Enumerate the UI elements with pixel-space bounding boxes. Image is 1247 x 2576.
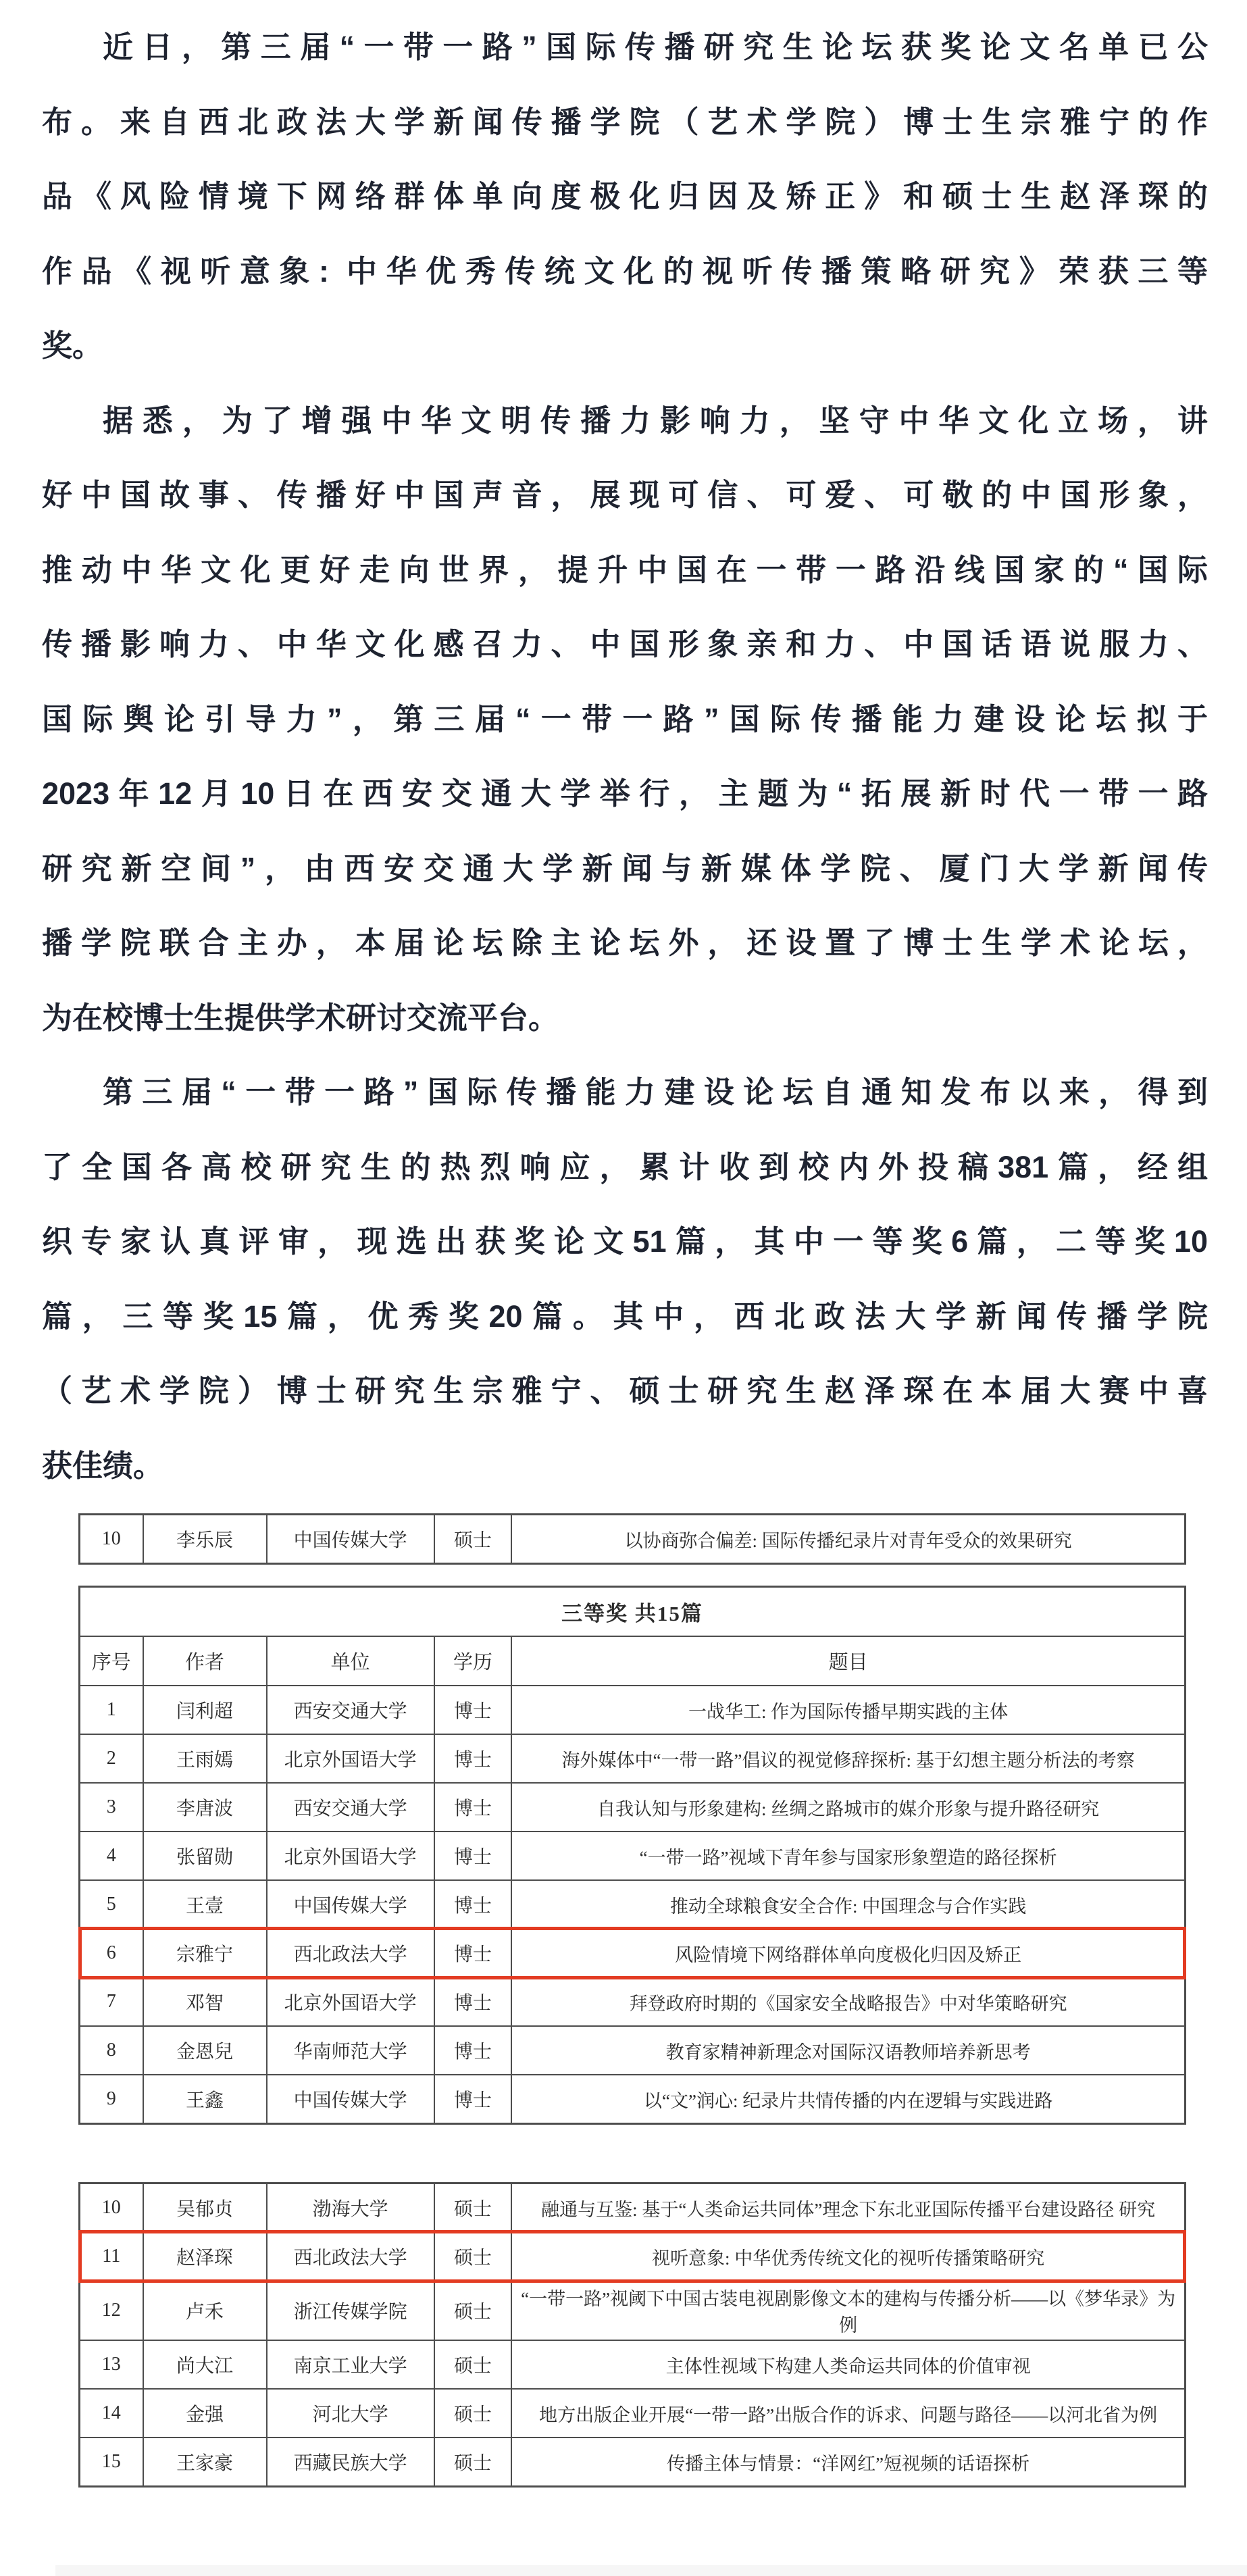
table-row bbox=[80, 2074, 1184, 2123]
cell-serial-number: 6 bbox=[106, 1942, 116, 1963]
paragraph-line: 国际舆论引导力”，第三届“一带一路”国际传播能力建设论坛拟于 bbox=[42, 701, 1208, 736]
cell-author: 宗雅宁 bbox=[143, 1929, 266, 1977]
cell-degree: 博士 bbox=[434, 1929, 511, 1977]
paragraph-line: 品《风险情境下网络群体单向度极化归因及矫正》和硕士生赵泽琛的 bbox=[42, 179, 1208, 213]
cell-serial-number: 12 bbox=[101, 2300, 121, 2321]
cell-degree: 硕士 bbox=[434, 1515, 511, 1563]
paragraph-line: 推动中华文化更好走向世界，提升中国在一带一路沿线国家的“国际 bbox=[42, 552, 1208, 587]
cell-affiliation: 中国传媒大学 bbox=[266, 1515, 434, 1563]
paragraph-line: 传播影响力、中华文化感召力、中国形象亲和力、中国话语说服力、 bbox=[42, 627, 1208, 661]
third-prize-table-continuation bbox=[78, 2182, 1186, 2487]
paragraph-line: 了全国各高校研究生的热烈响应，累计收到校内外投稿381篇，经组 bbox=[42, 1149, 1208, 1184]
paragraph-line: 为在校博士生提供学术研讨交流平台。 bbox=[42, 1000, 559, 1035]
paragraph-line: 据悉，为了增强中华文明传播力影响力，坚守中华文化立场，讲 bbox=[103, 403, 1208, 438]
cell-affiliation: 西安交通大学 bbox=[266, 1686, 434, 1734]
table-row bbox=[80, 2184, 1184, 2231]
cell-degree: 硕士 bbox=[434, 2438, 511, 2485]
cell-paper-title: 推动全球粮食安全合作: 中国理念与合作实践 bbox=[511, 1881, 1184, 1928]
cell-degree: 博士 bbox=[434, 1881, 511, 1928]
cell-paper-title: “一带一路”视域下青年参与国家形象塑造的路径探析 bbox=[511, 1832, 1184, 1879]
cell-serial-number: 11 bbox=[102, 2246, 121, 2267]
cell-affiliation: 西北政法大学 bbox=[266, 1929, 434, 1977]
cell-affiliation: 西安交通大学 bbox=[266, 1784, 434, 1831]
cell-author: 李唐波 bbox=[143, 1784, 266, 1831]
table-row bbox=[80, 2025, 1184, 2074]
paragraph-line: 近日，第三届“一带一路”国际传播研究生论坛获奖论文名单已公 bbox=[103, 30, 1208, 64]
table-row bbox=[80, 2388, 1184, 2437]
table-row bbox=[80, 2280, 1184, 2340]
cell-affiliation: 西北政法大学 bbox=[266, 2233, 434, 2280]
table-title-row bbox=[80, 1588, 1184, 1636]
paragraph-line: 播学院联合主办，本届论坛除主论坛外，还设置了博士生学术论坛， bbox=[42, 926, 1208, 960]
cell-serial-number: 14 bbox=[101, 2402, 121, 2423]
cell-degree: 硕士 bbox=[434, 2341, 511, 2388]
cell-affiliation: 北京外国语大学 bbox=[266, 1832, 434, 1879]
cell-serial-number: 3 bbox=[106, 1796, 116, 1817]
table-row bbox=[80, 1831, 1184, 1879]
cell-affiliation: 河北大学 bbox=[266, 2390, 434, 2437]
paragraph-line: 2023年12月10日在西安交通大学举行，主题为“拓展新时代一带一路 bbox=[42, 776, 1208, 811]
column-header: 序号 bbox=[91, 1652, 131, 1673]
table-row bbox=[80, 1928, 1184, 1977]
cell-author: 闫利超 bbox=[143, 1686, 266, 1734]
column-header: 作者 bbox=[143, 1637, 266, 1685]
table-row bbox=[80, 2231, 1184, 2280]
table-row bbox=[80, 2340, 1184, 2388]
cell-affiliation: 渤海大学 bbox=[266, 2184, 434, 2231]
cell-serial-number: 15 bbox=[101, 2451, 121, 2472]
cell-affiliation: 中国传媒大学 bbox=[266, 1881, 434, 1928]
paragraph-line: 篇，三等奖15篇，优秀奖20篇。其中，西北政法大学新闻传播学院 bbox=[42, 1298, 1208, 1334]
cell-paper-title: 以协商弥合偏差: 国际传播纪录片对青年受众的效果研究 bbox=[511, 1515, 1184, 1563]
cell-paper-title: 风险情境下网络群体单向度极化归因及矫正 bbox=[511, 1929, 1184, 1977]
cell-degree: 硕士 bbox=[434, 2184, 511, 2231]
cell-serial-number: 5 bbox=[106, 1894, 116, 1915]
cell-author: 卢禾 bbox=[143, 2281, 266, 2340]
cell-affiliation: 浙江传媒学院 bbox=[266, 2281, 434, 2340]
cell-degree: 博士 bbox=[434, 2027, 511, 2074]
cell-author: 金强 bbox=[143, 2390, 266, 2437]
cell-paper-title: 自我认知与形象建构: 丝绸之路城市的媒介形象与提升路径研究 bbox=[511, 1784, 1184, 1831]
cell-author: 张留勋 bbox=[143, 1832, 266, 1879]
cell-affiliation: 西藏民族大学 bbox=[266, 2438, 434, 2485]
cell-author: 王家豪 bbox=[143, 2438, 266, 2485]
cell-serial-number: 10 bbox=[101, 2197, 121, 2218]
cell-serial-number: 7 bbox=[106, 1991, 116, 2012]
table-row bbox=[80, 1782, 1184, 1831]
cell-degree: 硕士 bbox=[434, 2390, 511, 2437]
cell-paper-title: 拜登政府时期的《国家安全战略报告》中对华策略研究 bbox=[511, 1978, 1184, 2025]
cell-serial-number: 2 bbox=[106, 1748, 116, 1769]
cell-degree: 博士 bbox=[434, 1832, 511, 1879]
article-text bbox=[42, 10, 1208, 1503]
paragraph-line: 奖。 bbox=[42, 328, 103, 363]
cell-degree: 博士 bbox=[434, 1784, 511, 1831]
cell-affiliation: 南京工业大学 bbox=[266, 2341, 434, 2388]
column-header: 学历 bbox=[434, 1637, 511, 1685]
table-row bbox=[80, 1685, 1184, 1734]
cell-paper-title: 传播主体与情景：“洋网红”短视频的话语探析 bbox=[511, 2438, 1184, 2485]
table-row bbox=[80, 2437, 1184, 2485]
cell-degree: 硕士 bbox=[434, 2233, 511, 2280]
table-title: 三等奖 共15篇 bbox=[561, 1602, 703, 1625]
cell-paper-title: 以“文”润心: 纪录片共情传播的内在逻辑与实践进路 bbox=[511, 2075, 1184, 2123]
cell-paper-title: 融通与互鉴: 基于“人类命运共同体”理念下东北亚国际传播平台建设路径 研究 bbox=[511, 2184, 1184, 2231]
cell-author: 吴郁贞 bbox=[143, 2184, 266, 2231]
cell-serial-number: 10 bbox=[101, 1528, 121, 1549]
cell-author: 尚大江 bbox=[143, 2341, 266, 2388]
paragraph-line: 获佳绩。 bbox=[42, 1448, 164, 1483]
cell-paper-title: 教育家精神新理念对国际汉语教师培养新思考 bbox=[511, 2027, 1184, 2074]
table-row bbox=[80, 1977, 1184, 2025]
cell-paper-title: 视听意象: 中华优秀传统文化的视听传播策略研究 bbox=[511, 2233, 1184, 2280]
cell-author: 金恩兒 bbox=[143, 2027, 266, 2074]
table-row bbox=[80, 1734, 1184, 1782]
cell-affiliation: 华南师范大学 bbox=[266, 2027, 434, 2074]
cell-serial-number: 8 bbox=[106, 2040, 116, 2061]
cell-serial-number: 9 bbox=[106, 2088, 116, 2109]
cell-affiliation: 北京外国语大学 bbox=[266, 1735, 434, 1782]
paragraph-line: 布。来自西北政法大学新闻传播学院（艺术学院）博士生宗雅宁的作 bbox=[42, 104, 1208, 139]
paragraph-line: （艺术学院）博士研究生宗雅宁、硕士研究生赵泽琛在本届大赛中喜 bbox=[42, 1373, 1208, 1408]
paragraph-line: 第三届“一带一路”国际传播能力建设论坛自通知发布以来，得到 bbox=[103, 1075, 1208, 1109]
cell-affiliation: 中国传媒大学 bbox=[266, 2075, 434, 2123]
cell-affiliation: 北京外国语大学 bbox=[266, 1978, 434, 2025]
cell-author: 王壹 bbox=[143, 1881, 266, 1928]
column-header: 单位 bbox=[266, 1637, 434, 1685]
table-header-row bbox=[80, 1636, 1184, 1685]
cell-degree: 博士 bbox=[434, 1978, 511, 2025]
table-row bbox=[80, 1515, 1184, 1563]
cell-degree: 硕士 bbox=[434, 2281, 511, 2340]
cell-paper-title: 地方出版企业开展“一带一路”出版合作的诉求、问题与路径——以河北省为例 bbox=[511, 2390, 1184, 2437]
cell-author: 王鑫 bbox=[143, 2075, 266, 2123]
cell-degree: 博士 bbox=[434, 1735, 511, 1782]
cell-paper-title: “一带一路”视阈下中国古装电视剧影像文本的建构与传播分析——以《梦华录》为例 bbox=[511, 2281, 1184, 2340]
cell-serial-number: 4 bbox=[106, 1845, 116, 1866]
cell-author: 王雨嫣 bbox=[143, 1735, 266, 1782]
cell-paper-title: 主体性视域下构建人类命运共同体的价值审视 bbox=[511, 2341, 1184, 2388]
cell-serial-number: 13 bbox=[101, 2354, 121, 2375]
cell-author: 赵泽琛 bbox=[143, 2233, 266, 2280]
paragraph-line: 好中国故事、传播好中国声音，展现可信、可爱、可敬的中国形象， bbox=[42, 478, 1208, 512]
award-table-fragment bbox=[78, 1513, 1186, 1565]
paragraph-line: 作品《视听意象: 中华优秀传统文化的视听传播策略研究》荣获三等 bbox=[42, 253, 1208, 288]
cell-paper-title: 一战华工: 作为国际传播早期实践的主体 bbox=[511, 1686, 1184, 1734]
cell-degree: 博士 bbox=[434, 2075, 511, 2123]
column-header: 题目 bbox=[511, 1637, 1184, 1685]
cell-paper-title: 海外媒体中“一带一路”倡议的视觉修辞探析: 基于幻想主题分析法的考察 bbox=[511, 1735, 1184, 1782]
third-prize-table bbox=[78, 1586, 1186, 2125]
paragraph-line: 研究新空间”，由西安交通大学新闻与新媒体学院、厦门大学新闻传 bbox=[42, 851, 1208, 886]
cell-author: 邓智 bbox=[143, 1978, 266, 2025]
table-row bbox=[80, 1879, 1184, 1928]
cell-author: 李乐辰 bbox=[143, 1515, 266, 1563]
cell-degree: 博士 bbox=[434, 1686, 511, 1734]
paragraph-line: 织专家认真评审，现选出获奖论文51篇，其中一等奖6篇，二等奖10 bbox=[42, 1224, 1208, 1259]
footer-strip bbox=[55, 2565, 1247, 2576]
cell-serial-number: 1 bbox=[106, 1699, 116, 1720]
